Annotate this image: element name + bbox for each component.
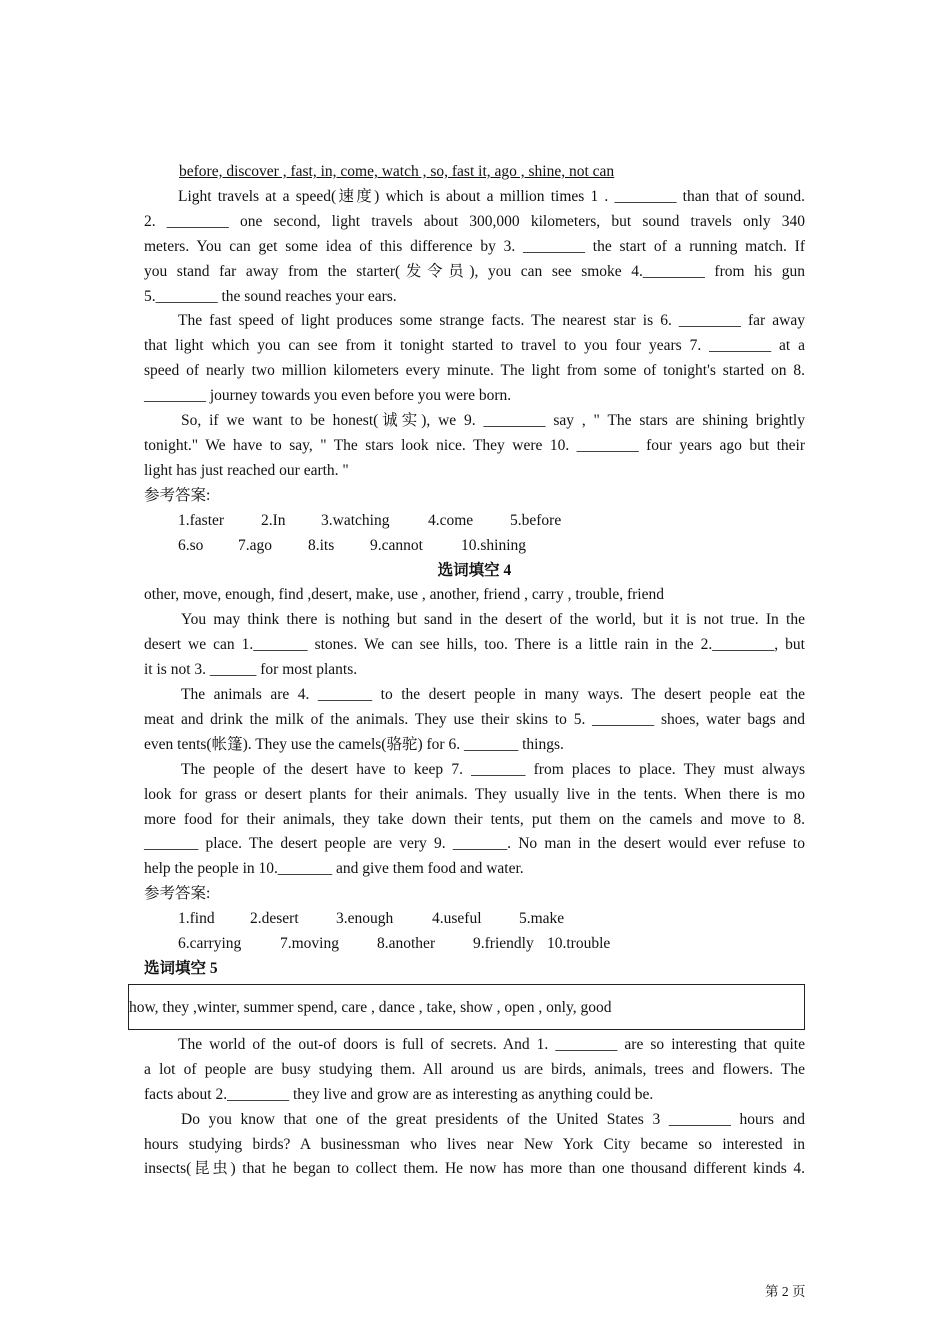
text-line: So, if we want to be honest(诚实), we 9. ________ say , " The stars are shining brightly — [181, 412, 805, 430]
text-line: help the people in 10._______ and give them food and water. — [144, 860, 524, 878]
text-line: you stand far away from the starter(发令员), you can see smoke 4.________ from his gun — [144, 262, 805, 280]
passage-3-paragraph-1 — [144, 185, 805, 310]
text-line: meters. You can get some idea of this difference by 3. ________ the start of a running match. If — [144, 237, 805, 255]
answer-item: 5.make — [519, 910, 565, 928]
text-line: a lot of people are busy studying them. All around us are birds, animals, trees and flowers. The — [144, 1060, 805, 1078]
answer-item: 2.In — [261, 511, 286, 529]
text-line: Do you know that one of the great presidents of the United States 3 ________ hours and — [181, 1110, 805, 1128]
passage-5-paragraph-1 — [144, 1033, 805, 1108]
passage-4-paragraph-3 — [144, 758, 805, 883]
text-line: facts about 2.________ they live and grow are as interesting as anything could be. — [144, 1085, 654, 1103]
answer-item: 3.watching — [321, 511, 390, 529]
answer-item: 7.ago — [238, 536, 273, 554]
passage-3-paragraph-3 — [144, 409, 805, 484]
answer-label: 参考答案: — [144, 885, 211, 903]
text-line: 5.________ the sound reaches your ears. — [144, 287, 397, 305]
passage-4-paragraph-1 — [144, 608, 805, 683]
text-line: The people of the desert have to keep 7. _______ from places to place. They must always — [181, 760, 805, 778]
word-bank-3: before, discover , fast, in, come, watch , so, fast it, ago , shine, not can — [179, 163, 615, 180]
word-bank-5-box — [128, 984, 805, 1030]
answers-row — [144, 932, 805, 957]
text-line: insects(昆虫) that he began to collect them. He now has more than one thousand different kinds 4. — [144, 1160, 805, 1178]
text-line: speed of nearly two million kilometers every minute. The light from some of tonight's started on 8. — [144, 362, 805, 380]
page-content — [129, 160, 805, 1182]
text-line: light has just reached our earth. " — [144, 461, 349, 479]
answer-item: 10.trouble — [547, 935, 611, 953]
answers-row — [144, 907, 805, 932]
word-bank-5: how, they ,winter, summer spend, care , dance , take, show , open , only, good — [129, 998, 612, 1016]
text-line: it is not 3. ______ for most plants. — [144, 661, 358, 679]
text-line: even tents(帐篷). They use the camels(骆驼) for 6. _______ things. — [144, 735, 564, 753]
answer-item: 8.another — [377, 935, 436, 953]
text-line: desert we can 1._______ stones. We can see hills, too. There is a little rain in the 2.________, but — [144, 636, 805, 654]
page-number: 第 2 页 — [765, 1284, 806, 1299]
passage-5-paragraph-2 — [144, 1108, 805, 1183]
passage-3-paragraph-2 — [144, 309, 805, 409]
text-line: more food for their animals, they take down their tents, put them on the camels and move to 8. — [144, 810, 805, 828]
answer-item: 1.faster — [178, 511, 225, 529]
answer-label: 参考答案: — [144, 486, 211, 504]
section-title-4: 选词填空 4 — [437, 561, 512, 579]
text-line: hours studying birds? A businessman who lives near New York City became so interested in — [144, 1135, 805, 1153]
answer-item: 7.moving — [280, 935, 339, 953]
answer-item: 2.desert — [250, 910, 299, 928]
answer-item: 10.shining — [461, 536, 527, 554]
text-line: _______ place. The desert people are very 9. _______. No man in the desert would ever refuse to — [144, 835, 805, 853]
text-line: The animals are 4. _______ to the desert people in many ways. The desert people eat the — [181, 686, 805, 704]
section-title-5: 选词填空 5 — [144, 960, 218, 977]
answer-item: 5.before — [510, 511, 562, 529]
text-line: meat and drink the milk of the animals. They use their skins to 5. ________ shoes, water bags and — [144, 710, 805, 728]
word-bank-4: other, move, enough, find ,desert, make, use , another, friend , carry , trouble, friend — [144, 586, 664, 604]
answers-row — [144, 509, 805, 534]
answer-item: 6.so — [178, 536, 204, 554]
answer-item: 9.friendly — [473, 935, 534, 953]
answer-item: 3.enough — [336, 910, 394, 928]
text-line: tonight." We have to say, " The stars look nice. They were 10. ________ four years ago but their — [144, 436, 805, 454]
text-line: Light travels at a speed(速度) which is about a million times 1 . ________ than that of sound. — [178, 187, 805, 205]
text-line: that light which you can see from it tonight started to travel to you four years 7. ________ at a — [144, 337, 805, 355]
text-line: You may think there is nothing but sand in the desert of the world, but it is not true. In the — [181, 611, 805, 629]
text-line: look for grass or desert plants for their animals. They usually live in the tents. When there is mo — [144, 785, 805, 803]
answer-item: 8.its — [308, 536, 335, 554]
answer-item: 1.find — [178, 910, 215, 928]
answer-item: 4.come — [428, 511, 474, 529]
answer-item: 4.useful — [432, 910, 482, 928]
answer-item: 9.cannot — [370, 536, 423, 554]
text-line: The world of the out-of doors is full of secrets. And 1. ________ are so interesting that quite — [178, 1035, 805, 1053]
answer-item: 6.carrying — [178, 935, 242, 953]
passage-4-paragraph-2 — [144, 683, 805, 758]
text-line: 2. ________ one second, light travels about 300,000 kilometers, but sound travels only 340 — [144, 212, 805, 230]
text-line: ________ journey towards you even before you were born. — [144, 387, 512, 405]
text-line: The fast speed of light produces some strange facts. The nearest star is 6. ________ far away — [178, 312, 805, 330]
answers-row — [144, 534, 805, 559]
